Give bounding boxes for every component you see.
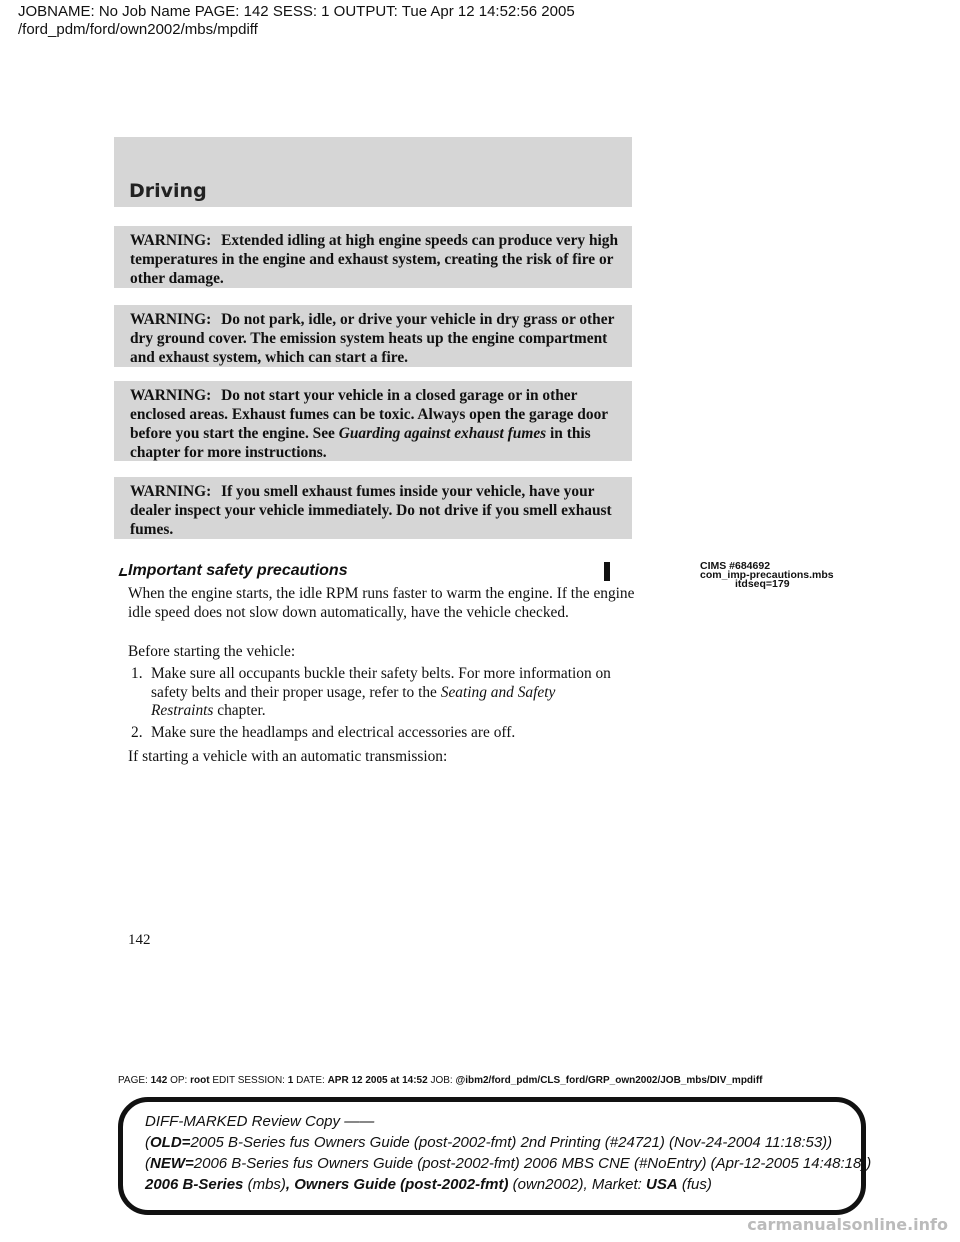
footer-job-value: @ibm2/ford_pdm/CLS_ford/GRP_own2002/JOB_mbs/DIV_mpdiff	[455, 1075, 763, 1086]
cims-id: CIMS #684692	[700, 560, 771, 572]
diff-new-text: 2006 B-Series fus Owners Guide (post-2002-fmt) 2006 MBS CNE (#NoEntry) (Apr-12-2005 14:48:18))	[193, 1155, 872, 1172]
diff-market-code: (fus)	[677, 1176, 712, 1193]
footer-op-label: OP:	[170, 1075, 188, 1086]
warning-box-exhaust-smell	[114, 477, 632, 539]
diff-review-box	[118, 1097, 872, 1215]
footer-session-label: EDIT SESSION:	[212, 1075, 285, 1086]
diff-old-label: OLD=	[150, 1134, 191, 1151]
diff-old-text: 2005 B-Series fus Owners Guide (post-2002-fmt) 2nd Printing (#24721) (Nov-24-2004 11:18:53))	[190, 1134, 833, 1151]
warning-text: If you smell exhaust fumes inside your vehicle, have your dealer inspect your vehicle immediately. Do not drive if you smell exhaust fumes.	[130, 483, 612, 538]
warning-label: WARNING:	[130, 311, 212, 328]
cims-file: com_imp-precautions.mbs	[700, 569, 834, 581]
cims-annotation	[700, 562, 834, 589]
body-paragraph-idle: When the engine starts, the idle RPM runs faster to warm the engine. If the engine idle speed does not slow down automatically, have the vehicle checked.	[128, 585, 635, 621]
list-text: Make sure all occupants buckle their safety belts. For more information on safety belts and their proper usage, refer to the	[151, 665, 611, 701]
diff-old-line: (OLD=2005 B-Series fus Owners Guide (post-2002-fmt) 2nd Printing (#24721) (Nov-24-2004 11:18:53))	[145, 1134, 833, 1151]
job-header	[18, 3, 575, 39]
warning-box-dry-grass	[114, 305, 632, 367]
diff-model-code: (mbs)	[243, 1176, 286, 1193]
section-title: Driving	[129, 180, 207, 202]
list-number: 1.	[131, 665, 143, 682]
warning-text: Do not park, idle, or drive your vehicle in dry grass or other dry ground cover. The emission system heats up the engine compartment and exhaust system, which can start a fire.	[130, 311, 615, 366]
warning-label: WARNING:	[130, 232, 212, 249]
diff-new-label: NEW=	[150, 1155, 194, 1172]
footer-page-label: PAGE:	[118, 1075, 148, 1086]
diff-market-label: , Market:	[583, 1176, 647, 1193]
section-header-bar	[114, 137, 632, 207]
diff-guide: , Owners Guide (post-2002-fmt)	[285, 1176, 509, 1193]
list-number: 2.	[131, 724, 143, 741]
diff-title: DIFF-MARKED Review Copy ——	[145, 1113, 375, 1130]
watermark: carmanualsonline.info	[747, 1215, 948, 1234]
body-paragraph-automatic: If starting a vehicle with an automatic transmission:	[128, 748, 448, 765]
diff-market: USA	[646, 1176, 678, 1193]
job-header-line1: JOBNAME: No Job Name PAGE: 142 SESS: 1 OUTPUT: Tue Apr 12 14:52:56 2005	[18, 3, 575, 20]
diff-guide-code: (own2002)	[508, 1176, 584, 1193]
warning-text: Do not start your vehicle in a closed garage or in other enclosed areas. Exhaust fumes can be toxic. Always open the garage door before you start the engine. See	[130, 387, 608, 442]
footer-op-value: root	[190, 1075, 210, 1086]
page-number: 142	[128, 932, 151, 948]
footer-page-value: 142	[150, 1075, 168, 1086]
warning-label: WARNING:	[130, 483, 212, 500]
section-heading: Important safety precautions	[128, 562, 348, 579]
cims-seq: itdseq=179	[735, 578, 790, 590]
footer-date-label: DATE:	[296, 1075, 325, 1086]
body-paragraph-before-start: Before starting the vehicle:	[128, 643, 296, 660]
warning-text-end: in this chapter for more instructions.	[130, 425, 591, 461]
diff-new-line: (NEW=2006 B-Series fus Owners Guide (post-2002-fmt) 2006 MBS CNE (#NoEntry) (Apr-12-2005 14:48:18))	[145, 1155, 872, 1172]
cross-reference-seating: Seating and Safety Restraints	[151, 683, 556, 719]
diff-summary-line	[145, 1175, 712, 1194]
warning-text: Extended idling at high engine speeds can produce very high temperatures in the engine and exhaust system, creating the risk of fire or other damage.	[130, 232, 619, 287]
change-bar	[604, 562, 610, 581]
footer-date-value: APR 12 2005 at 14:52	[327, 1075, 428, 1086]
cross-reference-guarding: Guarding against exhaust fumes	[338, 425, 547, 442]
list-item	[128, 724, 638, 743]
footer-info	[118, 1075, 762, 1086]
footer-job-label: JOB:	[430, 1075, 453, 1086]
list-item	[128, 665, 638, 721]
list-text: Make sure the headlamps and electrical accessories are off.	[151, 724, 516, 741]
warning-box-closed-garage	[114, 381, 632, 461]
job-header-path: /ford_pdm/ford/own2002/mbs/mpdiff	[18, 21, 258, 38]
list-text-end: chapter.	[217, 702, 266, 719]
warning-label: WARNING:	[130, 387, 212, 404]
footer-session-value: 1	[287, 1075, 294, 1086]
warning-box-idling	[114, 226, 632, 288]
diff-model: 2006 B-Series	[145, 1176, 244, 1193]
